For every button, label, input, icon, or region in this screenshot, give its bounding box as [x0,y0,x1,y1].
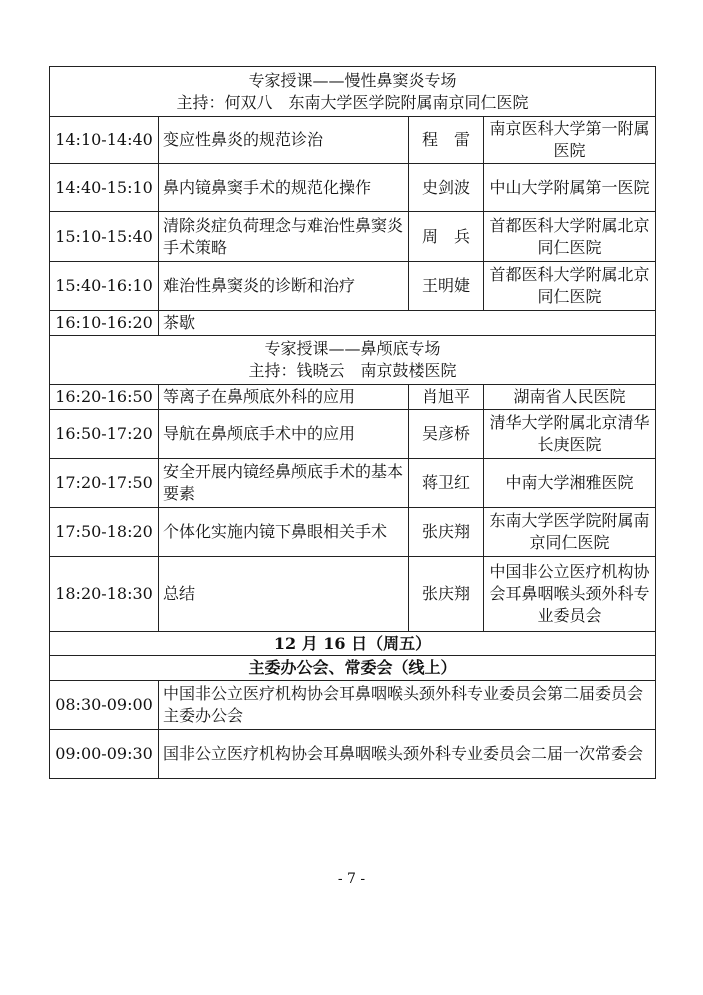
speaker-cell: 程 雷 [409,117,484,164]
session-host: 主持：钱晓云 南京鼓楼医院 [248,361,457,380]
org-cell: 东南大学医学院附属南京同仁医院 [484,508,656,557]
org-cell: 中山大学附属第一医院 [484,164,656,212]
time-cell: 09:00-09:30 [50,730,159,779]
time-cell: 16:50-17:20 [50,410,159,459]
time-cell: 08:30-09:00 [50,681,159,730]
time-cell: 17:50-18:20 [50,508,159,557]
time-cell: 17:20-17:50 [50,459,159,508]
session-title: 专家授课——鼻颅底专场 [264,339,441,358]
meeting-desc: 国非公立医疗机构协会耳鼻咽喉头颈外科专业委员会二届一次常委会 [159,730,656,779]
org-cell: 湖南省人民医院 [484,385,656,410]
speaker-cell: 张庆翔 [409,557,484,632]
org-cell: 中南大学湘雅医院 [484,459,656,508]
table-row [50,311,656,336]
table-row [50,385,656,410]
speaker-cell: 肖旭平 [409,385,484,410]
meeting-desc: 中国非公立医疗机构协会耳鼻咽喉头颈外科专业委员会第二届委员会主委办公会 [159,681,656,730]
topic-cell: 难治性鼻窦炎的诊断和治疗 [159,262,409,311]
time-cell: 18:20-18:30 [50,557,159,632]
meeting-header: 主委办公会、常委会（线上） [50,656,656,681]
page-number: - 7 - [337,871,366,887]
table-row [50,164,656,212]
org-cell: 首都医科大学附属北京同仁医院 [484,212,656,262]
topic-cell: 个体化实施内镜下鼻眼相关手术 [159,508,409,557]
time-cell: 15:40-16:10 [50,262,159,311]
time-cell: 16:10-16:20 [50,311,159,336]
table-row [50,459,656,508]
topic-cell: 等离子在鼻颅底外科的应用 [159,385,409,410]
time-cell: 14:40-15:10 [50,164,159,212]
session-header [50,336,656,385]
topic-cell: 清除炎症负荷理念与难治性鼻窦炎手术策略 [159,212,409,262]
session-header [50,67,656,117]
time-cell: 15:10-15:40 [50,212,159,262]
org-cell: 南京医科大学第一附属医院 [484,117,656,164]
topic-cell: 导航在鼻颅底手术中的应用 [159,410,409,459]
table-row [50,212,656,262]
org-cell: 清华大学附属北京清华长庚医院 [484,410,656,459]
topic-cell: 总结 [159,557,409,632]
org-cell: 首都医科大学附属北京同仁医院 [484,262,656,311]
table-row [50,730,656,779]
topic-cell: 安全开展内镜经鼻颅底手术的基本要素 [159,459,409,508]
speaker-cell: 王明婕 [409,262,484,311]
table-row [50,117,656,164]
day-header-row [50,632,656,656]
table-row [50,262,656,311]
speaker-cell: 史剑波 [409,164,484,212]
session-host: 主持：何双八 东南大学医学院附属南京同仁医院 [176,92,529,112]
speaker-cell: 张庆翔 [409,508,484,557]
topic-cell: 变应性鼻炎的规范诊治 [159,117,409,164]
table-row [50,508,656,557]
day-header: 12 月 16 日（周五） [50,632,656,656]
break-label: 茶歇 [159,311,656,336]
meeting-header-row [50,656,656,681]
table-row [50,681,656,730]
time-cell: 14:10-14:40 [50,117,159,164]
time-cell: 16:20-16:50 [50,385,159,410]
table-row [50,410,656,459]
table-row [50,557,656,632]
topic-cell: 鼻内镜鼻窦手术的规范化操作 [159,164,409,212]
speaker-cell: 周 兵 [409,212,484,262]
speaker-cell: 蒋卫红 [409,459,484,508]
schedule-table [49,66,656,779]
speaker-cell: 吴彦桥 [409,410,484,459]
session-title: 专家授课——慢性鼻窦炎专场 [248,70,457,90]
org-cell: 中国非公立医疗机构协会耳鼻咽喉头颈外科专业委员会 [484,557,656,632]
